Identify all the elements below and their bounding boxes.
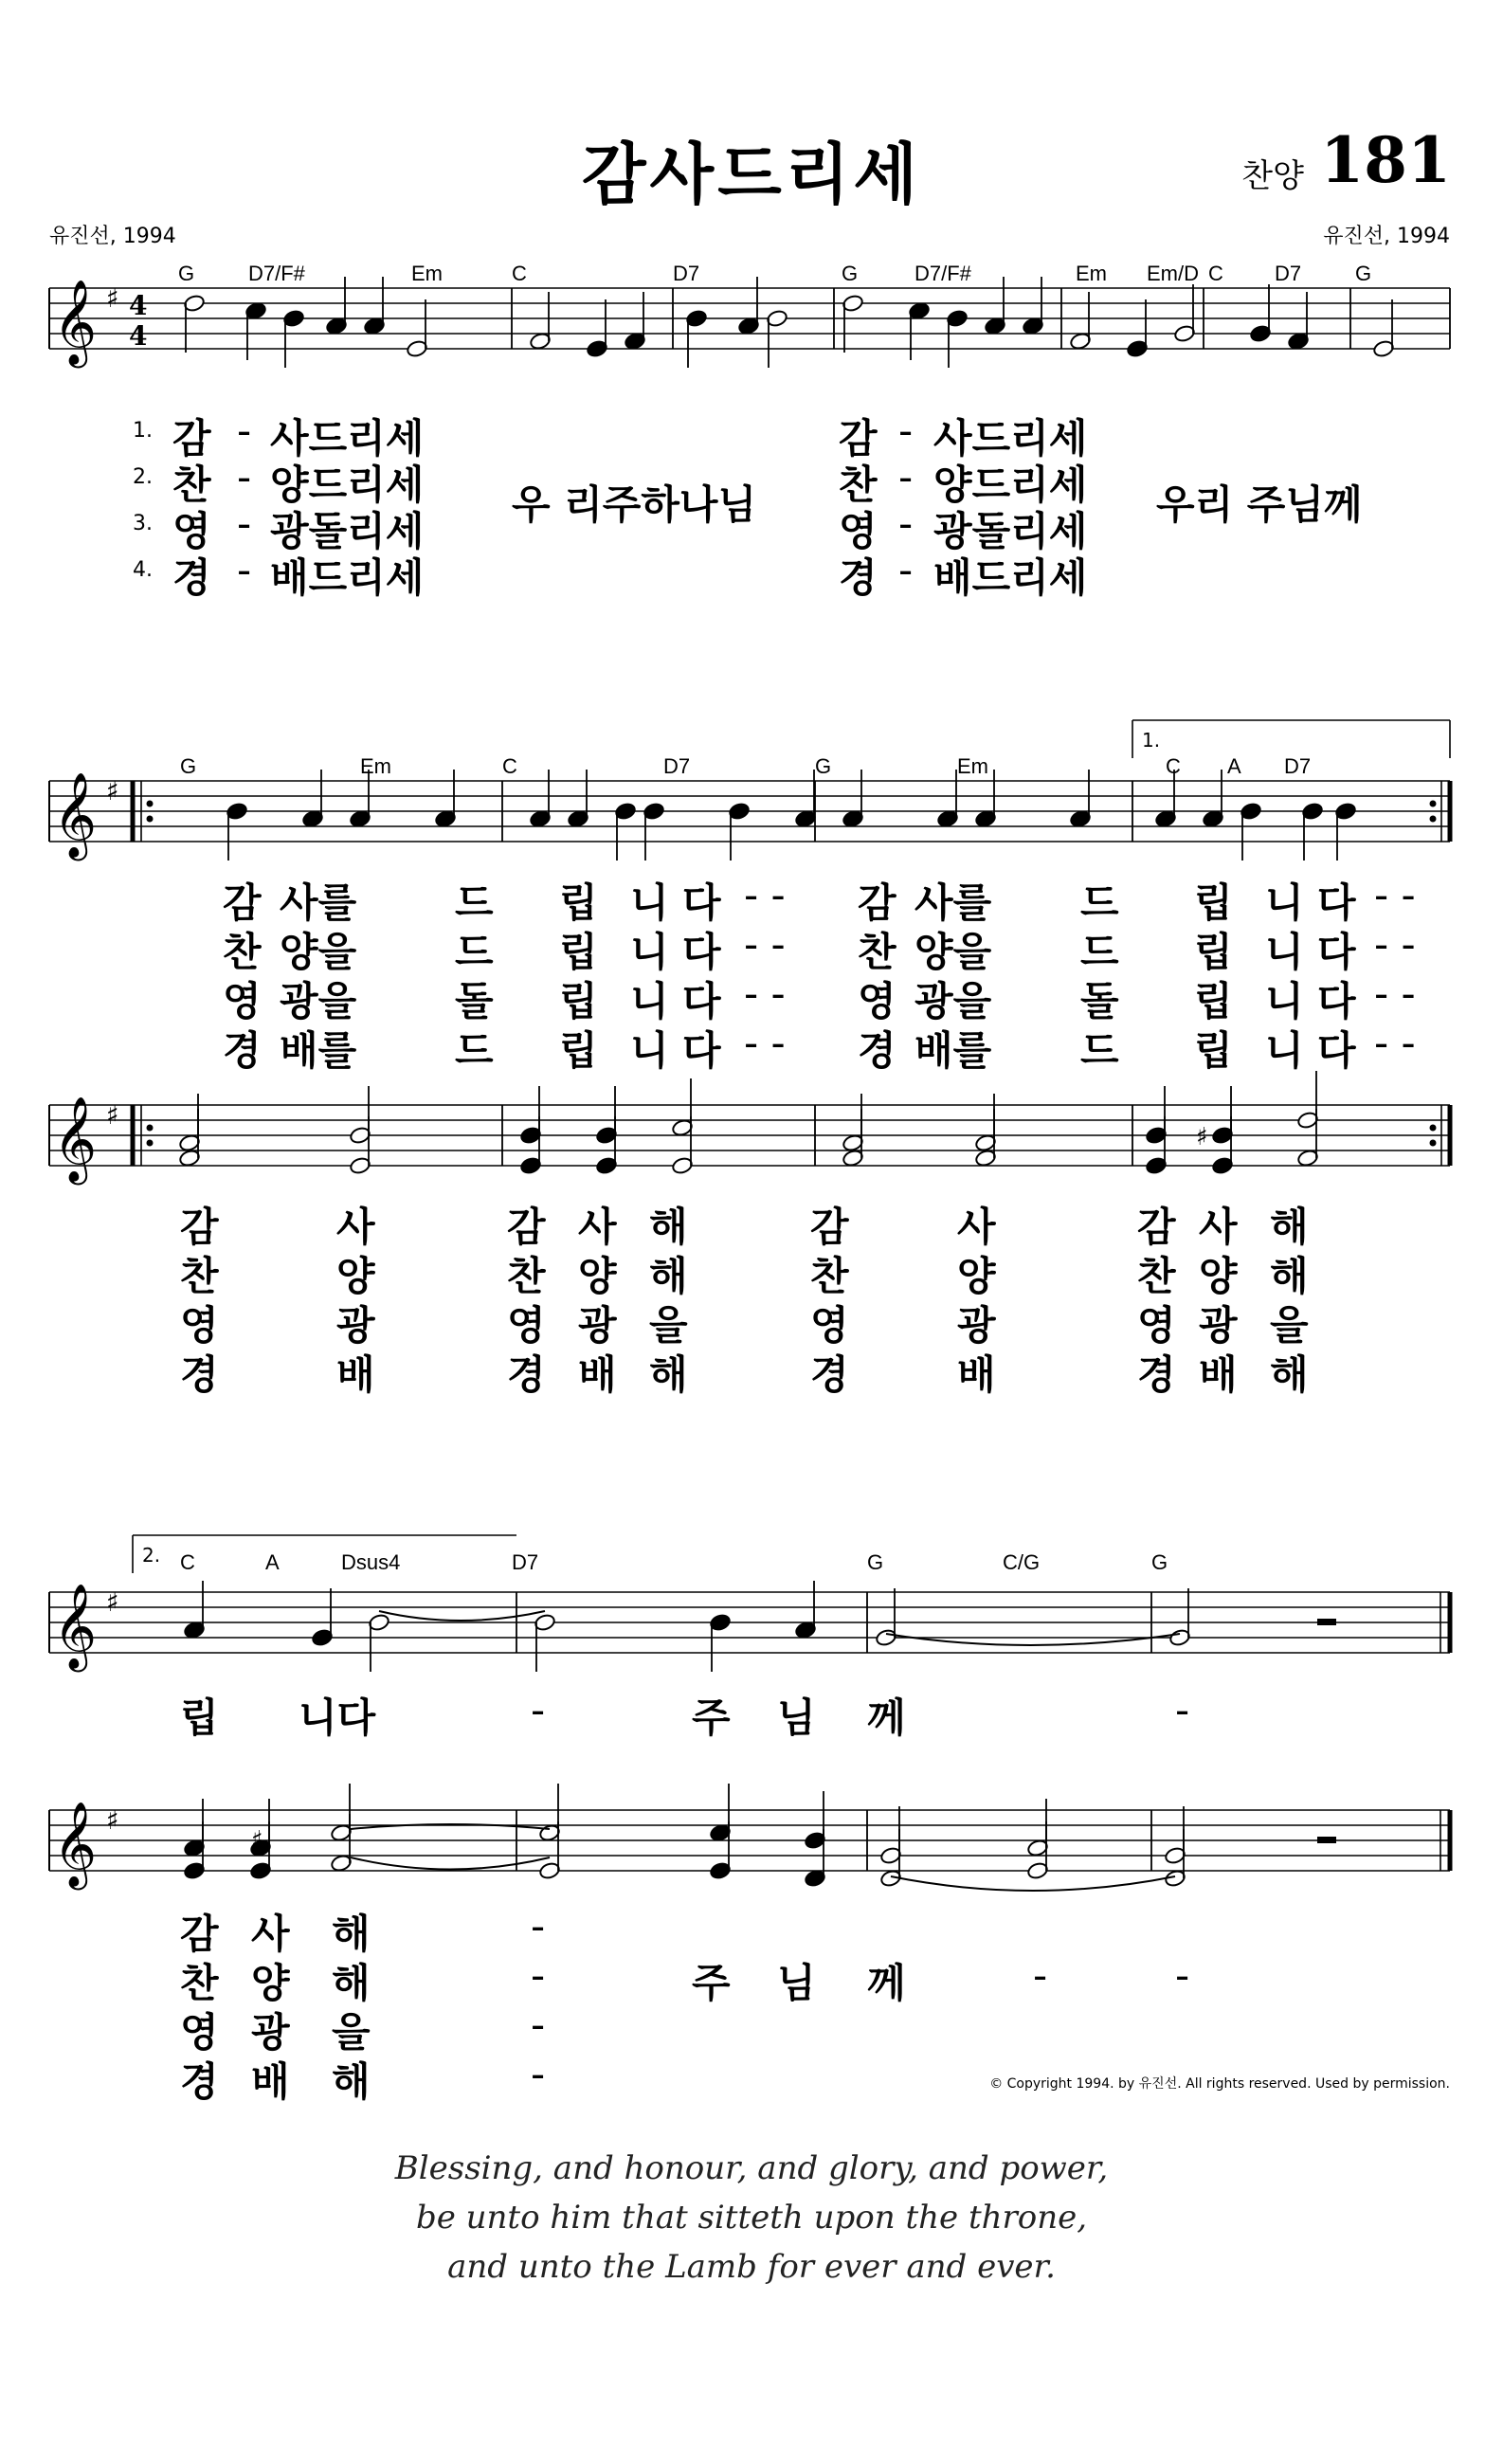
chord-symbol: A <box>1227 754 1241 778</box>
repeat-dot <box>1430 816 1437 823</box>
lyric-syllable: 사 <box>336 1204 375 1250</box>
lyric-hyphen: - - <box>1374 872 1416 918</box>
lyric-syllable: 해 <box>1270 1204 1309 1250</box>
lyric-syllable: 해 <box>1270 1351 1309 1398</box>
lyric-syllable: 주 <box>692 1960 731 2006</box>
chord-symbol: Em <box>957 754 988 778</box>
tie-arc <box>351 1857 550 1870</box>
hymn-number: 181 <box>1320 123 1451 197</box>
lyric-hyphen: - - <box>1374 921 1416 968</box>
chord-symbol: G <box>842 262 859 285</box>
lyric-syllable: 감 <box>507 1204 546 1250</box>
lyric-syllable: 립 <box>559 1027 598 1074</box>
lyric-syllable: 니 <box>630 978 669 1024</box>
sharp-key-signature-icon: ♯ <box>106 1099 119 1131</box>
lyric-syllable: 니 <box>1265 879 1304 926</box>
lyric-syllable: 찬 <box>223 929 262 975</box>
lyric-hyphen: - <box>237 454 252 500</box>
repeat-dot <box>1430 1125 1437 1132</box>
lyric-syllable: 돌 <box>455 978 494 1024</box>
chord-symbol: D7 <box>512 1550 539 1574</box>
chord-symbol: C/G <box>1003 1550 1041 1574</box>
lyric-syllable: 해 <box>649 1253 688 1299</box>
lyric-hyphen: - <box>531 1952 546 1999</box>
lyric-hyphen: - <box>237 500 252 547</box>
lyric-syllable: 경 <box>858 1027 896 1074</box>
lyric-syllable: 배 <box>251 2058 290 2105</box>
lyric-syllable: 영 <box>223 978 262 1024</box>
lyric-syllable: 영 <box>172 508 211 554</box>
scripture-line-2: be unto him that sitteth upon the throne, <box>415 2199 1088 2237</box>
lyric-syllable: 립 <box>1194 1027 1233 1074</box>
sharp-key-signature-icon: ♯ <box>106 1804 119 1836</box>
lyric-hyphen: - - <box>744 1020 786 1066</box>
verse-number: 3. <box>133 512 153 535</box>
lyric-syllable: 경 <box>1137 1351 1176 1398</box>
chord-symbol: D7 <box>1284 754 1312 778</box>
lyric-syllable: 양 <box>1199 1253 1238 1299</box>
repeat-dot <box>1430 1140 1437 1147</box>
ending-label: 2. <box>142 1544 161 1567</box>
lyric-syllable: 광 <box>1199 1302 1238 1349</box>
lyric-syllable: 경 <box>180 1351 219 1398</box>
chord-symbol: D7 <box>663 754 691 778</box>
lyric-syllable: 찬 <box>507 1253 546 1299</box>
lyric-hyphen: - <box>898 547 914 593</box>
scripture-line-1: Blessing, and honour, and glory, and power, <box>394 2149 1109 2187</box>
lyric-syllable: 해 <box>649 1351 688 1398</box>
lyric-syllable: 사를 <box>280 879 357 926</box>
lyric-syllable: 영 <box>1137 1302 1176 1349</box>
lyric-syllable: 감 <box>858 879 896 926</box>
lyric-syllable: 드 <box>1080 879 1119 926</box>
lyric-syllable: 배 <box>957 1351 996 1398</box>
lyric-syllable: 광을 <box>280 978 357 1024</box>
lyric-syllable: 광을 <box>914 978 992 1024</box>
lyric-syllable: 해 <box>649 1204 688 1250</box>
refrain-lyric: 우리 주님께 <box>1156 481 1363 528</box>
lyric-syllable: 다 <box>1317 879 1356 926</box>
chord-symbol: G <box>815 754 832 778</box>
sharp-accidental-icon: ♯ <box>251 1826 263 1855</box>
sharp-key-signature-icon: ♯ <box>106 775 119 806</box>
chord-symbol: D7/F# <box>248 262 305 285</box>
lyric-syllable: 양을 <box>280 929 357 975</box>
repeat-dot <box>147 1140 154 1147</box>
treble-clef-icon: 𝄞 <box>53 1802 98 1887</box>
lyric-syllable: 해 <box>1270 1253 1309 1299</box>
lyric-syllable: 경 <box>180 2058 219 2105</box>
lyric-syllable: 감 <box>180 1911 219 1957</box>
lyric-syllable: 배 <box>578 1351 617 1398</box>
lyric-hyphen: - <box>1175 1687 1190 1733</box>
lyric-syllable: 립 <box>559 978 598 1024</box>
lyric-syllable: 다 <box>682 929 721 975</box>
lyric-syllable: 주 <box>692 1694 731 1741</box>
lyricist-credit: 유진선, 1994 <box>49 225 176 248</box>
lyric-syllable: 립 <box>1194 879 1233 926</box>
lyric-syllable: 해 <box>332 1911 371 1957</box>
copyright-notice: © Copyright 1994. by 유진선. All rights reserved. Used by permission. <box>989 2076 1450 2092</box>
lyric-syllable: 립 <box>1194 929 1233 975</box>
lyric-hyphen: - - <box>744 921 786 968</box>
lyric-syllable: 경 <box>223 1027 262 1074</box>
lyric-syllable: 영 <box>810 1302 849 1349</box>
lyric-syllable: 감 <box>180 1204 219 1250</box>
chord-symbol: Dsus4 <box>341 1550 401 1574</box>
lyric-hyphen: - <box>531 1687 546 1733</box>
sharp-key-signature-icon: ♯ <box>106 1586 119 1618</box>
lyric-syllable: 니 <box>630 1027 669 1074</box>
lyric-hyphen: - <box>531 2002 546 2048</box>
lyric-syllable: 립 <box>559 929 598 975</box>
lyric-syllable: 드 <box>455 879 494 926</box>
lyric-syllable: 감 <box>1137 1204 1176 1250</box>
lyric-syllable: 니 <box>630 879 669 926</box>
verse-number: 1. <box>133 419 153 443</box>
lyric-syllable: 양 <box>578 1253 617 1299</box>
tie-arc <box>891 1876 1175 1891</box>
lyric-syllable: 경 <box>839 554 878 601</box>
chord-symbol: D7/F# <box>914 262 971 285</box>
lyric-syllable: 양 <box>957 1253 996 1299</box>
treble-clef-icon: 𝄞 <box>53 1096 98 1182</box>
lyric-syllable: 감 <box>839 415 878 462</box>
lyric-syllable: 다 <box>682 978 721 1024</box>
repeat-dot <box>147 816 154 823</box>
scripture-line-3: and unto the Lamb for ever and ever. <box>447 2248 1056 2286</box>
lyric-syllable: 배 <box>1199 1351 1238 1398</box>
lyric-hyphen: - <box>898 408 914 454</box>
lyric-word: 양드리세 <box>270 462 425 508</box>
lyric-syllable: 찬 <box>810 1253 849 1299</box>
lyric-hyphen: - <box>898 500 914 547</box>
lyric-syllable: 니 <box>630 929 669 975</box>
lyric-syllable: 양 <box>336 1253 375 1299</box>
chord-symbol: C <box>180 1550 195 1574</box>
lyric-syllable: 사 <box>1199 1204 1238 1250</box>
verse-number: 2. <box>133 465 153 489</box>
repeat-dot <box>147 1125 154 1132</box>
lyric-hyphen: - - <box>744 872 786 918</box>
lyric-syllable: 드 <box>455 1027 494 1074</box>
lyric-syllable: 돌 <box>1080 978 1119 1024</box>
lyric-syllable: 배를 <box>280 1027 357 1074</box>
lyric-syllable: 님 <box>777 1960 816 2006</box>
chord-symbol: G <box>180 754 197 778</box>
lyric-syllable: 해 <box>332 1960 371 2006</box>
lyric-hyphen: - <box>237 408 252 454</box>
lyric-syllable: 님 <box>777 1694 816 1741</box>
refrain-lyric: 우 리주하나님 <box>512 481 757 528</box>
lyric-syllable: 찬 <box>839 462 878 508</box>
composer-credit: 유진선, 1994 <box>1323 225 1450 248</box>
lyric-syllable: 경 <box>172 554 211 601</box>
lyric-syllable: 다 <box>682 879 721 926</box>
chord-symbol: A <box>265 1550 280 1574</box>
lyric-syllable: 광 <box>957 1302 996 1349</box>
lyric-syllable: 사 <box>578 1204 617 1250</box>
repeat-dot <box>1430 801 1437 807</box>
lyric-syllable: 니 <box>1265 978 1304 1024</box>
lyric-syllable: 영 <box>507 1302 546 1349</box>
lyric-word: 사드리세 <box>933 415 1088 462</box>
lyric-syllable: 찬 <box>180 1960 219 2006</box>
lyric-hyphen: - <box>237 547 252 593</box>
tie-arc <box>379 1611 545 1621</box>
lyric-syllable: 배를 <box>914 1027 992 1074</box>
chord-symbol: Em <box>1076 262 1107 285</box>
repeat-dot <box>147 801 154 807</box>
lyric-hyphen: - <box>531 2051 546 2097</box>
lyric-hyphen: - - <box>1374 1020 1416 1066</box>
lyric-syllable: 찬 <box>180 1253 219 1299</box>
lyric-hyphen: - <box>898 454 914 500</box>
lyric-word: 광돌리세 <box>933 508 1088 554</box>
lyric-word: 사드리세 <box>270 415 425 462</box>
lyric-syllable: 사 <box>957 1204 996 1250</box>
sharp-key-signature-icon: ♯ <box>106 282 119 314</box>
lyric-syllable: 해 <box>332 2058 371 2105</box>
verse-number: 4. <box>133 558 153 582</box>
time-signature-bottom: 4 <box>129 320 148 352</box>
lyric-syllable: 광 <box>578 1302 617 1349</box>
tie-arc <box>886 1634 1180 1645</box>
chord-symbol: C <box>512 262 527 285</box>
chord-symbol: G <box>867 1550 884 1574</box>
sharp-accidental-icon: ♯ <box>1196 1123 1208 1151</box>
lyric-syllable: 립 <box>180 1694 219 1741</box>
lyric-syllable: 배 <box>336 1351 375 1398</box>
lyric-hyphen: - <box>1033 1952 1048 1999</box>
chord-symbol: C <box>502 754 517 778</box>
lyric-syllable: 영 <box>858 978 896 1024</box>
lyric-syllable: 영 <box>180 1302 219 1349</box>
lyric-syllable: 다 <box>1317 929 1356 975</box>
lyric-syllable: 찬 <box>172 462 211 508</box>
lyric-syllable: 감 <box>172 415 211 462</box>
lyric-syllable: 사 <box>251 1911 290 1957</box>
chord-symbol: D7 <box>673 262 700 285</box>
lyric-syllable: 감 <box>810 1204 849 1250</box>
page-title: 감사드리세 <box>581 135 922 213</box>
treble-clef-icon: 𝄞 <box>53 772 98 858</box>
lyric-syllable: 양을 <box>914 929 992 975</box>
lyric-word: 양드리세 <box>933 462 1088 508</box>
chord-symbol: G <box>1151 1550 1168 1574</box>
chord-symbol: Em/D <box>1147 262 1199 285</box>
lyric-word: 배드리세 <box>270 554 425 601</box>
lyric-word: 광돌리세 <box>270 508 425 554</box>
lyric-syllable: 니다 <box>299 1694 376 1741</box>
lyric-hyphen: - <box>531 1903 546 1949</box>
lyric-word: 배드리세 <box>933 554 1088 601</box>
chord-symbol: C <box>1208 262 1223 285</box>
chord-symbol: G <box>178 262 195 285</box>
ending-label: 1. <box>1142 729 1161 752</box>
lyric-syllable: 드 <box>455 929 494 975</box>
lyric-syllable: 다 <box>1317 1027 1356 1074</box>
lyric-syllable: 을 <box>649 1302 688 1349</box>
lyric-hyphen: - <box>1175 1952 1190 1999</box>
lyric-syllable: 광 <box>336 1302 375 1349</box>
lyric-syllable: 께 <box>867 1694 906 1741</box>
lyric-syllable: 립 <box>559 879 598 926</box>
lyric-syllable: 다 <box>1317 978 1356 1024</box>
lyric-hyphen: - - <box>1374 970 1416 1017</box>
chord-symbol: G <box>1355 262 1372 285</box>
chord-symbol: D7 <box>1275 262 1302 285</box>
lyric-hyphen: - - <box>744 970 786 1017</box>
lyric-syllable: 사를 <box>914 879 992 926</box>
lyric-syllable: 영 <box>180 2009 219 2056</box>
lyric-syllable: 니 <box>1265 1027 1304 1074</box>
lyric-syllable: 드 <box>1080 1027 1119 1074</box>
chord-symbol: Em <box>360 754 391 778</box>
treble-clef-icon: 𝄞 <box>53 1584 98 1669</box>
half-rest-icon <box>1317 1619 1336 1625</box>
lyric-syllable: 경 <box>810 1351 849 1398</box>
lyric-syllable: 광 <box>251 2009 290 2056</box>
lyric-syllable: 께 <box>867 1960 906 2006</box>
lyric-syllable: 찬 <box>1137 1253 1176 1299</box>
lyric-syllable: 을 <box>1270 1302 1309 1349</box>
lyric-syllable: 을 <box>332 2009 371 2056</box>
lyric-syllable: 드 <box>1080 929 1119 975</box>
lyric-syllable: 경 <box>507 1351 546 1398</box>
lyric-syllable: 찬 <box>858 929 896 975</box>
lyric-syllable: 감 <box>223 879 262 926</box>
chord-symbol: Em <box>411 262 443 285</box>
hymn-label: 찬양 <box>1241 157 1304 195</box>
half-rest-icon <box>1317 1837 1336 1843</box>
chord-symbol: C <box>1166 754 1181 778</box>
lyric-syllable: 니 <box>1265 929 1304 975</box>
treble-clef-icon: 𝄞 <box>53 280 98 365</box>
lyric-syllable: 립 <box>1194 978 1233 1024</box>
lyric-syllable: 다 <box>682 1027 721 1074</box>
lyric-syllable: 양 <box>251 1960 290 2006</box>
lyric-syllable: 영 <box>839 508 878 554</box>
time-signature-top: 4 <box>129 290 148 321</box>
